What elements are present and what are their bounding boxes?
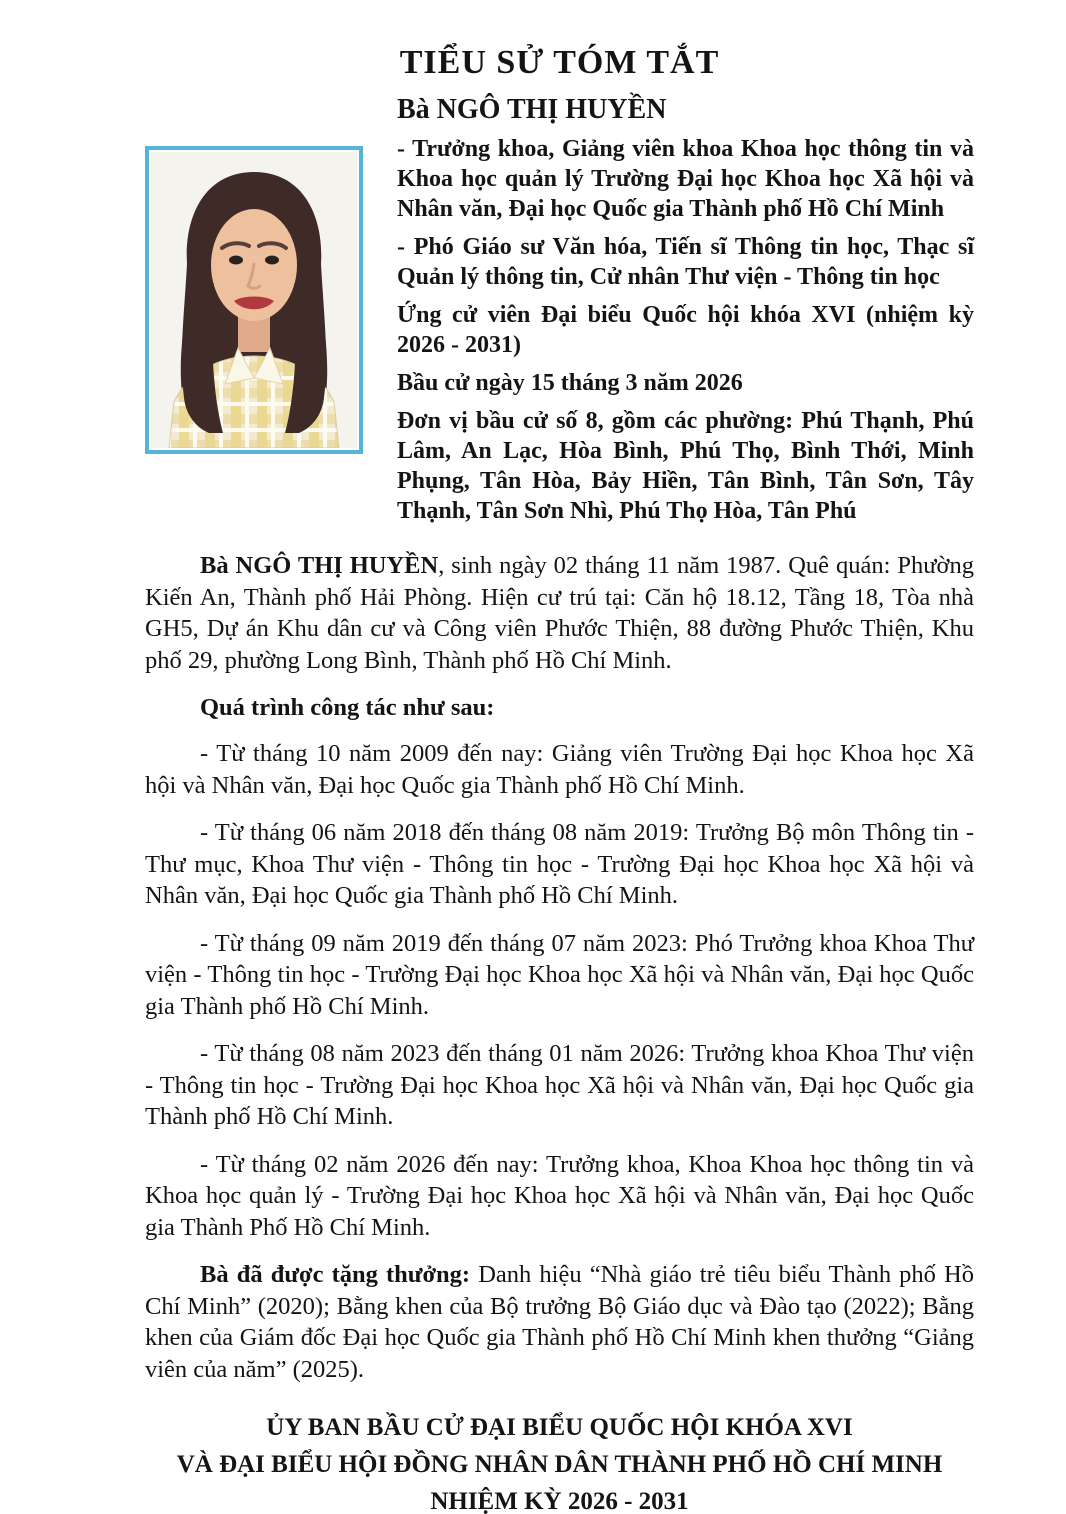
- right-eye: [265, 256, 279, 265]
- election-committee-footer: [145, 1409, 974, 1514]
- bio-name-lead: Bà NGÔ THỊ HUYỀN: [200, 552, 439, 579]
- candidate-portrait-photo: [151, 152, 357, 448]
- awards-lead: Bà đã được tặng thưởng:: [200, 1261, 471, 1288]
- footer-line-council: VÀ ĐẠI BIỂU HỘI ĐỒNG NHÂN DÂN THÀNH PHỐ HỒ CHÍ MINH: [176, 1451, 943, 1478]
- career-item-2019: - Từ tháng 09 năm 2019 đến tháng 07 năm 2023: Phó Trưởng khoa Khoa Thư viện - Thông tin học - Trường Đại học Khoa học Xã hội và Nhân văn, Đại học Quốc gia Thành phố Hồ Chí Minh.: [145, 929, 974, 1020]
- footer-line-committee: ỦY BAN BẦU CỬ ĐẠI BIỂU QUỐC HỘI KHÓA XVI: [266, 1414, 853, 1441]
- info-item-election-unit: Đơn vị bầu cử số 8, gồm các phường: Phú Thạnh, Phú Lâm, An Lạc, Hòa Bình, Phú Thọ, Bình Thới, Minh Phụng, Tân Hòa, Bảy Hiền, Tân Bình, Tân Sơn, Tây Thạnh, Tân Sơn Nhì, Phú Thọ Hòa, Tân Phú: [397, 408, 974, 524]
- candidate-name: Bà NGÔ THỊ HUYỀN: [397, 94, 667, 125]
- awards-text: Danh hiệu “Nhà giáo trẻ tiêu biểu Thành phố Hồ Chí Minh” (2020); Bằng khen của Bộ trưởng Bộ Giáo dục và Đào tạo (2022); Bằng khen của Giám đốc Đại học Quốc gia Thành phố Hồ Chí Minh khen thưởng “Giảng viên của năm” (2025).: [145, 1261, 974, 1383]
- info-item-position: - Trưởng khoa, Giảng viên khoa Khoa học thông tin và Khoa học quản lý Trường Đại học Khoa học Xã hội và Nhân văn, Đại học Quốc gia Thành phố Hồ Chí Minh: [397, 136, 974, 222]
- photo-column: [145, 94, 367, 454]
- candidate-photo-frame: [145, 146, 363, 454]
- candidate-info-column: [367, 94, 974, 534]
- awards-paragraph: [145, 1259, 974, 1385]
- career-heading: Quá trình công tác như sau:: [200, 694, 495, 721]
- page-title: TIỂU SỬ TÓM TẮT: [399, 44, 720, 81]
- career-item-2023: - Từ tháng 08 năm 2023 đến tháng 01 năm 2026: Trưởng khoa Khoa Thư viện - Thông tin học - Trường Đại học Khoa học Xã hội và Nhân văn, Đại học Quốc gia Thành phố Hồ Chí Minh.: [145, 1040, 974, 1130]
- profile-section: [145, 94, 974, 534]
- career-item-2009: - Từ tháng 10 năm 2009 đến nay: Giảng viên Trường Đại học Khoa học Xã hội và Nhân văn, Đại học Quốc gia Thành phố Hồ Chí Minh.: [145, 740, 974, 799]
- left-eye: [229, 256, 243, 265]
- career-item-2026: - Từ tháng 02 năm 2026 đến nay: Trưởng khoa, Khoa Khoa học thông tin và Khoa học quản lý - Trường Đại học Khoa học Xã hội và Nhân văn, Đại học Quốc gia Thành Phố Hồ Chí Minh.: [145, 1150, 974, 1241]
- info-item-degrees: - Phó Giáo sư Văn hóa, Tiến sĩ Thông tin học, Thạc sĩ Quản lý thông tin, Cử nhân Thư viện - Thông tin học: [397, 234, 974, 290]
- info-item-election-date: Bầu cử ngày 15 tháng 3 năm 2026: [397, 370, 743, 396]
- career-item-2018: - Từ tháng 06 năm 2018 đến tháng 08 năm 2019: Trưởng Bộ môn Thông tin - Thư mục, Khoa Thư viện - Thông tin học - Trường Đại học Khoa học Xã hội và Nhân văn, Đại học Quốc gia Thành phố Hồ Chí Minh.: [145, 819, 974, 909]
- bio-text: , sinh ngày 02 tháng 11 năm 1987. Quê quán: Phường Kiến An, Thành phố Hải Phòng. Hiện cư trú tại: Căn hộ 18.12, Tầng 18, Tòa nhà GH5, Dự án Khu dân cư và Công viên Phước Thiện, 88 đường Phước Thiện, Khu phố 29, phường Long Bình, Thành phố Hồ Chí Minh.: [145, 552, 974, 674]
- footer-line-term: NHIỆM KỲ 2026 - 2031: [430, 1488, 689, 1514]
- info-item-candidacy: Ứng cử viên Đại biểu Quốc hội khóa XVI (nhiệm kỳ 2026 - 2031): [397, 302, 974, 358]
- bio-paragraph: [145, 550, 974, 676]
